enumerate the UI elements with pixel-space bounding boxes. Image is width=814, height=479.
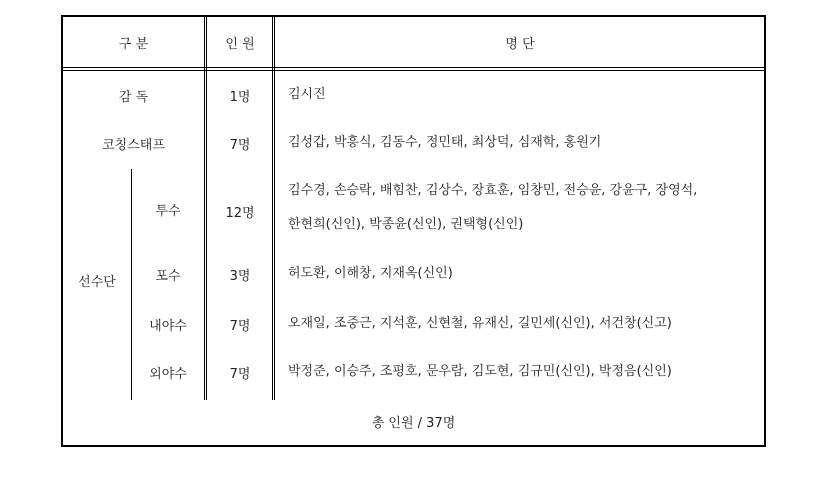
header-category: 구 분: [118, 36, 149, 52]
row-count-coaching: 7명: [229, 137, 251, 153]
row-count-manager: 1명: [229, 89, 251, 105]
row-label-infield: 내야수: [149, 318, 187, 334]
row-names-pitcher-line2: 한현희(신인), 박종윤(신인), 권택형(신인): [288, 217, 524, 232]
row-names-outfield: 박정준, 이승주, 조평호, 문우람, 김도현, 김규민(신인), 박정음(신인): [288, 364, 672, 379]
header-divider: [63, 70, 764, 71]
row-names-pitcher-line1: 김수경, 손승락, 배힘찬, 김상수, 장효훈, 임창민, 전승윤, 강윤구, 장영석,: [288, 183, 698, 198]
row-label-catcher: 포수: [155, 268, 181, 284]
header-roster: 명 단: [505, 36, 535, 52]
total-count: 총 인원 / 37명: [371, 415, 456, 431]
row-names-infield: 오재일, 조중근, 지석훈, 신현철, 유재신, 길민세(신인), 서건창(신고): [288, 316, 672, 331]
header-divider: [63, 67, 764, 68]
row-label-outfield: 외야수: [149, 366, 187, 382]
column-divider: [204, 17, 205, 400]
row-count-pitcher: 12명: [225, 205, 255, 221]
row-count-infield: 7명: [229, 318, 251, 334]
row-label-manager: 감 독: [118, 89, 149, 105]
row-names-coaching: 김성갑, 박흥식, 김동수, 정민태, 최상덕, 심재학, 홍원기: [288, 135, 602, 150]
header-count: 인 원: [225, 36, 255, 52]
row-count-outfield: 7명: [229, 366, 251, 382]
roster-table: [61, 15, 766, 447]
row-names-manager: 김시진: [288, 87, 326, 102]
row-count-catcher: 3명: [229, 268, 251, 284]
column-divider: [274, 17, 275, 400]
row-label-players: 선수단: [78, 274, 116, 290]
row-label-pitcher: 투수: [155, 203, 181, 219]
row-label-coaching: 코칭스태프: [102, 137, 165, 153]
row-names-catcher: 허도환, 이해창, 지재옥(신인): [288, 266, 453, 281]
